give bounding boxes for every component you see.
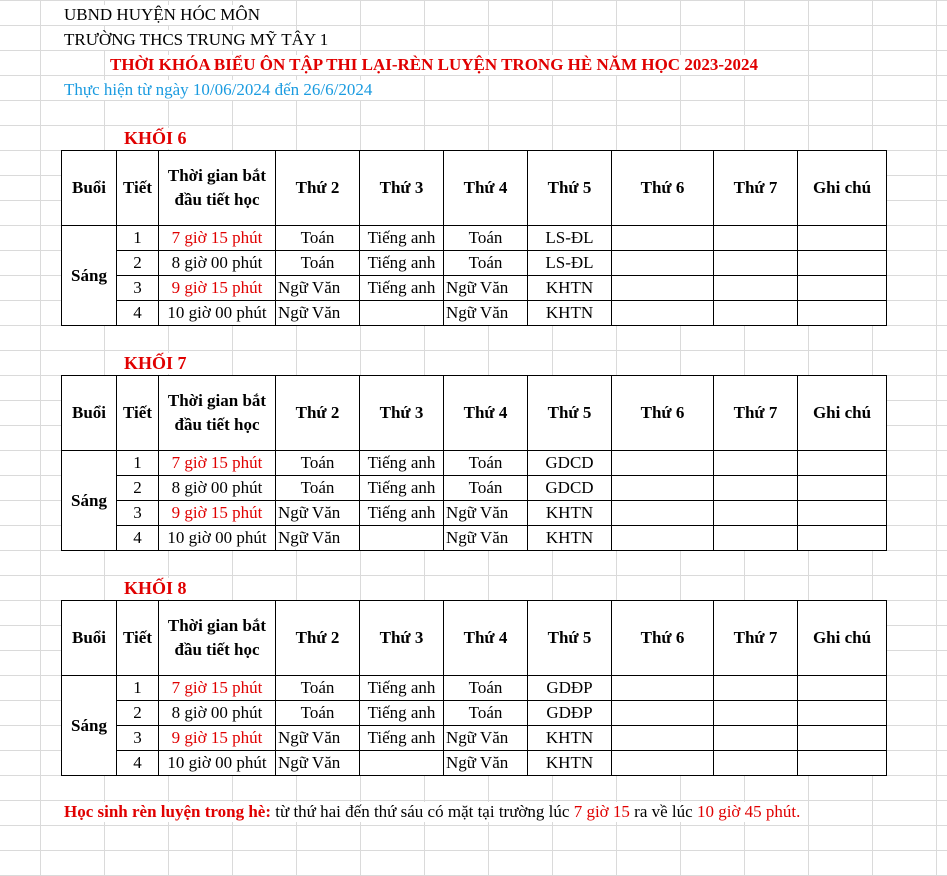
subject-cell-t4: Ngữ Văn	[444, 726, 528, 751]
col-header-thu5: Thứ 5	[528, 376, 612, 451]
footer-time-out: 10 giờ 45 phút.	[696, 802, 801, 821]
subject-cell-t2: Toán	[276, 701, 360, 726]
subject-cell-t7	[714, 276, 798, 301]
col-header-thu6: Thứ 6	[612, 376, 714, 451]
col-header-thu7: Thứ 7	[714, 151, 798, 226]
session-cell: Sáng	[62, 451, 117, 551]
period-cell: 3	[117, 276, 159, 301]
period-cell: 3	[117, 726, 159, 751]
subject-cell-t6	[612, 726, 714, 751]
start-time-cell: 7 giờ 15 phút	[159, 226, 276, 251]
subject-cell-t3: Tiếng anh	[360, 226, 444, 251]
col-header-time-line1: Thời gian bắt	[167, 391, 267, 410]
grade-label: KHỐI 6	[120, 128, 191, 149]
subject-cell-t7	[714, 226, 798, 251]
subject-cell-t6	[612, 676, 714, 701]
date-range: Thực hiện từ ngày 10/06/2024 đến 26/6/2024	[64, 80, 376, 100]
footer-label: Học sinh rèn luyện trong hè:	[64, 802, 272, 821]
subject-cell-t5: GDĐP	[528, 701, 612, 726]
subject-cell-t2: Toán	[276, 226, 360, 251]
subject-cell-t6	[612, 526, 714, 551]
subject-cell-t5: LS-ĐL	[528, 226, 612, 251]
grade-label: KHỐI 7	[120, 353, 191, 374]
subject-cell-t2: Ngữ Văn	[276, 751, 360, 776]
subject-cell-t5: KHTN	[528, 726, 612, 751]
subject-cell-note	[798, 451, 887, 476]
period-cell: 1	[117, 226, 159, 251]
table-row	[62, 451, 887, 476]
col-header-thu2: Thứ 2	[276, 601, 360, 676]
subject-cell-t6	[612, 476, 714, 501]
table-row	[62, 301, 887, 326]
start-time-cell: 8 giờ 00 phút	[159, 251, 276, 276]
start-time-cell: 7 giờ 15 phút	[159, 676, 276, 701]
period-cell: 4	[117, 526, 159, 551]
period-cell: 4	[117, 301, 159, 326]
subject-cell-t7	[714, 726, 798, 751]
subject-cell-t6	[612, 751, 714, 776]
subject-cell-t4: Ngữ Văn	[444, 751, 528, 776]
col-header-thu3: Thứ 3	[360, 151, 444, 226]
subject-cell-t5: GDCD	[528, 476, 612, 501]
col-header-buoi: Buổi	[62, 151, 117, 226]
table-row	[62, 251, 887, 276]
header-row	[62, 151, 887, 226]
period-cell: 4	[117, 751, 159, 776]
period-cell: 2	[117, 701, 159, 726]
subject-cell-t3: Tiếng anh	[360, 701, 444, 726]
footer-text-2: ra về lúc	[629, 802, 697, 821]
schedule-table	[61, 150, 887, 326]
col-header-thu7: Thứ 7	[714, 376, 798, 451]
col-header-thu2: Thứ 2	[276, 151, 360, 226]
period-cell: 3	[117, 501, 159, 526]
col-header-buoi: Buổi	[62, 601, 117, 676]
header-row	[62, 376, 887, 451]
subject-cell-t3	[360, 301, 444, 326]
col-header-time	[159, 376, 276, 451]
start-time-cell: 9 giờ 15 phút	[159, 726, 276, 751]
session-cell: Sáng	[62, 676, 117, 776]
session-cell: Sáng	[62, 226, 117, 326]
table-row	[62, 726, 887, 751]
subject-cell-t5: GDCD	[528, 451, 612, 476]
subject-cell-t6	[612, 501, 714, 526]
col-header-time	[159, 151, 276, 226]
footer-note	[64, 802, 804, 822]
subject-cell-t7	[714, 751, 798, 776]
table-row	[62, 501, 887, 526]
subject-cell-t3: Tiếng anh	[360, 476, 444, 501]
subject-cell-note	[798, 276, 887, 301]
subject-cell-t7	[714, 251, 798, 276]
col-header-thu3: Thứ 3	[360, 601, 444, 676]
subject-cell-t6	[612, 226, 714, 251]
subject-cell-note	[798, 526, 887, 551]
col-header-thu2: Thứ 2	[276, 376, 360, 451]
subject-cell-t6	[612, 451, 714, 476]
subject-cell-note	[798, 676, 887, 701]
start-time-cell: 9 giờ 15 phút	[159, 276, 276, 301]
col-header-time-line2: đầu tiết học	[174, 190, 260, 209]
grade-label: KHỐI 8	[120, 578, 191, 599]
col-header-thu6: Thứ 6	[612, 601, 714, 676]
subject-cell-t4: Toán	[444, 226, 528, 251]
subject-cell-t3	[360, 751, 444, 776]
table-row	[62, 676, 887, 701]
page-title: THỜI KHÓA BIỂU ÔN TẬP THI LẠI-RÈN LUYỆN TRONG HÈ NĂM HỌC 2023-2024	[110, 55, 762, 75]
period-cell: 1	[117, 451, 159, 476]
table-row	[62, 526, 887, 551]
start-time-cell: 8 giờ 00 phút	[159, 476, 276, 501]
subject-cell-t3: Tiếng anh	[360, 726, 444, 751]
subject-cell-t5: LS-ĐL	[528, 251, 612, 276]
col-header-thu6: Thứ 6	[612, 151, 714, 226]
col-header-tiet: Tiết	[117, 376, 159, 451]
subject-cell-t3	[360, 526, 444, 551]
subject-cell-t3: Tiếng anh	[360, 276, 444, 301]
start-time-cell: 10 giờ 00 phút	[159, 526, 276, 551]
subject-cell-note	[798, 726, 887, 751]
subject-cell-t4: Toán	[444, 476, 528, 501]
col-header-time-line2: đầu tiết học	[174, 415, 260, 434]
subject-cell-t4: Ngữ Văn	[444, 301, 528, 326]
subject-cell-t7	[714, 676, 798, 701]
subject-cell-t5: GDĐP	[528, 676, 612, 701]
footer-time-in: 7 giờ 15	[573, 802, 630, 821]
school-name: TRƯỜNG THCS TRUNG MỸ TÂY 1	[64, 30, 332, 50]
subject-cell-t6	[612, 701, 714, 726]
subject-cell-note	[798, 226, 887, 251]
subject-cell-note	[798, 301, 887, 326]
subject-cell-t7	[714, 476, 798, 501]
subject-cell-t2: Ngữ Văn	[276, 526, 360, 551]
col-header-thu5: Thứ 5	[528, 151, 612, 226]
subject-cell-t3: Tiếng anh	[360, 451, 444, 476]
subject-cell-t5: KHTN	[528, 526, 612, 551]
col-header-thu5: Thứ 5	[528, 601, 612, 676]
subject-cell-t4: Ngữ Văn	[444, 526, 528, 551]
subject-cell-t6	[612, 251, 714, 276]
subject-cell-t2: Ngữ Văn	[276, 301, 360, 326]
col-header-thu4: Thứ 4	[444, 151, 528, 226]
subject-cell-t7	[714, 701, 798, 726]
period-cell: 2	[117, 476, 159, 501]
subject-cell-t7	[714, 501, 798, 526]
subject-cell-t2: Ngữ Văn	[276, 726, 360, 751]
subject-cell-note	[798, 701, 887, 726]
subject-cell-note	[798, 501, 887, 526]
subject-cell-t3: Tiếng anh	[360, 501, 444, 526]
col-header-ghichu: Ghi chú	[798, 376, 887, 451]
table-row	[62, 226, 887, 251]
subject-cell-t2: Toán	[276, 251, 360, 276]
subject-cell-t5: KHTN	[528, 301, 612, 326]
col-header-time	[159, 601, 276, 676]
period-cell: 2	[117, 251, 159, 276]
subject-cell-t5: KHTN	[528, 276, 612, 301]
subject-cell-t5: KHTN	[528, 501, 612, 526]
col-header-tiet: Tiết	[117, 601, 159, 676]
table-row	[62, 476, 887, 501]
footer-text-1: từ thứ hai đến thứ sáu có mặt tại trường lúc	[271, 802, 574, 821]
col-header-thu7: Thứ 7	[714, 601, 798, 676]
table-row	[62, 701, 887, 726]
subject-cell-t5: KHTN	[528, 751, 612, 776]
subject-cell-t3: Tiếng anh	[360, 251, 444, 276]
col-header-ghichu: Ghi chú	[798, 151, 887, 226]
col-header-buoi: Buổi	[62, 376, 117, 451]
subject-cell-t7	[714, 451, 798, 476]
table-row	[62, 751, 887, 776]
start-time-cell: 10 giờ 00 phút	[159, 301, 276, 326]
district-name: UBND HUYỆN HÓC MÔN	[64, 5, 264, 25]
subject-cell-t4: Ngữ Văn	[444, 501, 528, 526]
subject-cell-t7	[714, 526, 798, 551]
start-time-cell: 8 giờ 00 phút	[159, 701, 276, 726]
col-header-thu4: Thứ 4	[444, 376, 528, 451]
subject-cell-note	[798, 251, 887, 276]
schedule-table	[61, 375, 887, 551]
table-row	[62, 276, 887, 301]
col-header-time-line1: Thời gian bắt	[167, 616, 267, 635]
subject-cell-t2: Toán	[276, 676, 360, 701]
subject-cell-t2: Ngữ Văn	[276, 276, 360, 301]
subject-cell-t2: Toán	[276, 451, 360, 476]
col-header-time-line2: đầu tiết học	[174, 640, 260, 659]
col-header-thu3: Thứ 3	[360, 376, 444, 451]
subject-cell-t2: Toán	[276, 476, 360, 501]
subject-cell-t4: Toán	[444, 676, 528, 701]
subject-cell-note	[798, 476, 887, 501]
subject-cell-t4: Ngữ Văn	[444, 276, 528, 301]
subject-cell-t4: Toán	[444, 701, 528, 726]
schedule-table	[61, 600, 887, 776]
subject-cell-t2: Ngữ Văn	[276, 501, 360, 526]
start-time-cell: 7 giờ 15 phút	[159, 451, 276, 476]
subject-cell-t3: Tiếng anh	[360, 676, 444, 701]
col-header-thu4: Thứ 4	[444, 601, 528, 676]
subject-cell-t6	[612, 301, 714, 326]
subject-cell-t6	[612, 276, 714, 301]
col-header-time-line1: Thời gian bắt	[167, 166, 267, 185]
subject-cell-note	[798, 751, 887, 776]
start-time-cell: 9 giờ 15 phút	[159, 501, 276, 526]
subject-cell-t7	[714, 301, 798, 326]
period-cell: 1	[117, 676, 159, 701]
start-time-cell: 10 giờ 00 phút	[159, 751, 276, 776]
subject-cell-t4: Toán	[444, 451, 528, 476]
subject-cell-t4: Toán	[444, 251, 528, 276]
col-header-tiet: Tiết	[117, 151, 159, 226]
col-header-ghichu: Ghi chú	[798, 601, 887, 676]
header-row	[62, 601, 887, 676]
